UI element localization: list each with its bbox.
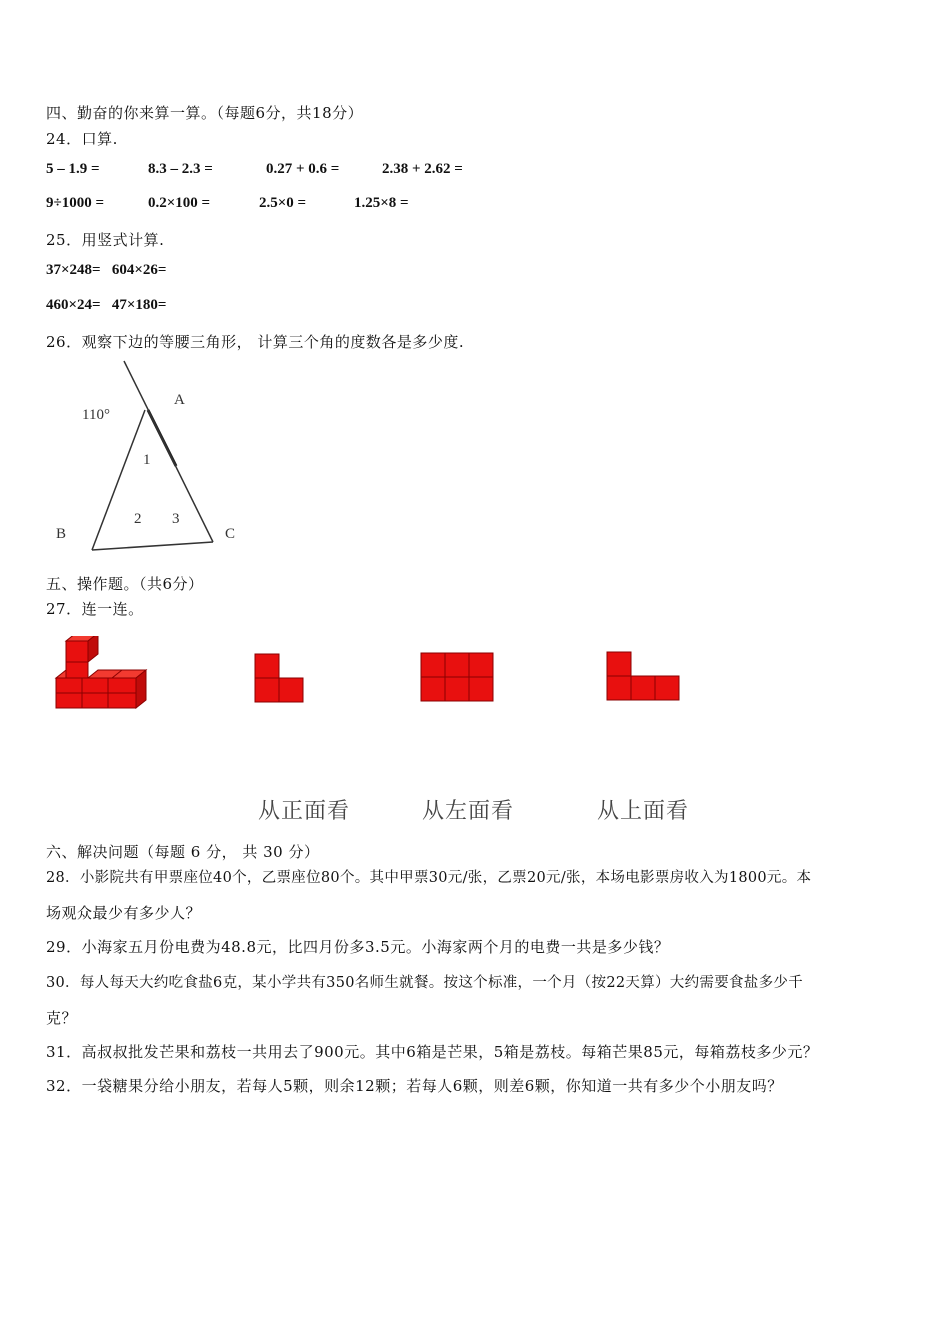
vertex-b-label: B <box>56 526 67 542</box>
view-shape-l-long <box>606 651 682 703</box>
angle-1-label: 1 <box>143 452 151 468</box>
view-shape-rectangle <box>420 652 496 704</box>
side-bc <box>92 542 213 550</box>
q24-label: 24．口算. <box>46 130 118 148</box>
q26-label: 26．观察下边的等腰三角形， 计算三个角的度数各是多少度. <box>46 333 465 351</box>
q24-expr: 0.2×100 = <box>148 195 211 211</box>
vertex-c-label: C <box>225 526 236 542</box>
q31: 31．高叔叔批发芒果和荔枝一共用去了900元。其中6箱是芒果，5箱是荔枝。每箱芒果85元，每箱荔枝多少元？ <box>46 1043 819 1061</box>
section-4-title: 四、勤奋的你来算一算。（每题6分，共18分） <box>46 104 364 122</box>
q24-expr: 0.27 + 0.6 = <box>266 161 340 177</box>
section-6-title: 六、解决问题（每题 6 分， 共 30 分） <box>46 843 320 861</box>
q27-label: 27．连一连。 <box>46 600 144 618</box>
view-label-left: 从左面看 <box>422 799 515 824</box>
section-5-title: 五、操作题。（共6分） <box>46 575 204 593</box>
q30-line-1: 30．每人每天大约吃食盐6克，某小学共有350名师生就餐。按这个标准，一个月（按22天算）大约需要食盐多少千 <box>46 975 803 991</box>
q32: 32．一袋糖果分给小朋友，若每人5颗，则余12颗；若每人6颗，则差6颗，你知道一共有多少个小朋友吗？ <box>46 1077 783 1095</box>
q24-expr: 2.5×0 = <box>259 195 307 211</box>
q24-expr: 8.3 – 2.3 = <box>148 161 213 177</box>
view-shape-l-small <box>254 653 306 705</box>
view-label-front: 从正面看 <box>258 799 351 824</box>
q28-line-1: 28．小影院共有甲票座位40个，乙票座位80个。其中甲票30元/张，乙票20元/张，本场电影票房收入为1800元。本 <box>46 870 812 886</box>
cube-stack-3d <box>52 636 152 716</box>
q25-row-2: 460×24= 47×180= <box>46 297 167 313</box>
view-label-top: 从上面看 <box>597 799 690 824</box>
q24-expr: 2.38 + 2.62 = <box>382 161 463 177</box>
side-ab <box>92 410 145 550</box>
q25-row-1: 37×248= 604×26= <box>46 262 167 278</box>
q25-label: 25．用竖式计算. <box>46 231 165 249</box>
q28-line-2: 场观众最少有多少人？ <box>46 904 202 922</box>
angle-110-label: 110° <box>82 407 110 423</box>
isosceles-triangle-figure <box>48 358 248 558</box>
q29: 29．小海家五月份电费为48.8元，比四月份多3.5元。小海家两个月的电费一共是多少钱？ <box>46 938 670 956</box>
q24-expr: 1.25×8 = <box>354 195 409 211</box>
vertex-a-label: A <box>174 392 185 408</box>
q30-line-2: 克？ <box>46 1009 78 1027</box>
angle-2-label: 2 <box>134 511 142 527</box>
angle-3-label: 3 <box>172 511 180 527</box>
q24-expr: 9÷1000 = <box>46 195 105 211</box>
side-ac-lower <box>148 410 213 542</box>
q24-expr: 5 – 1.9 = <box>46 161 100 177</box>
